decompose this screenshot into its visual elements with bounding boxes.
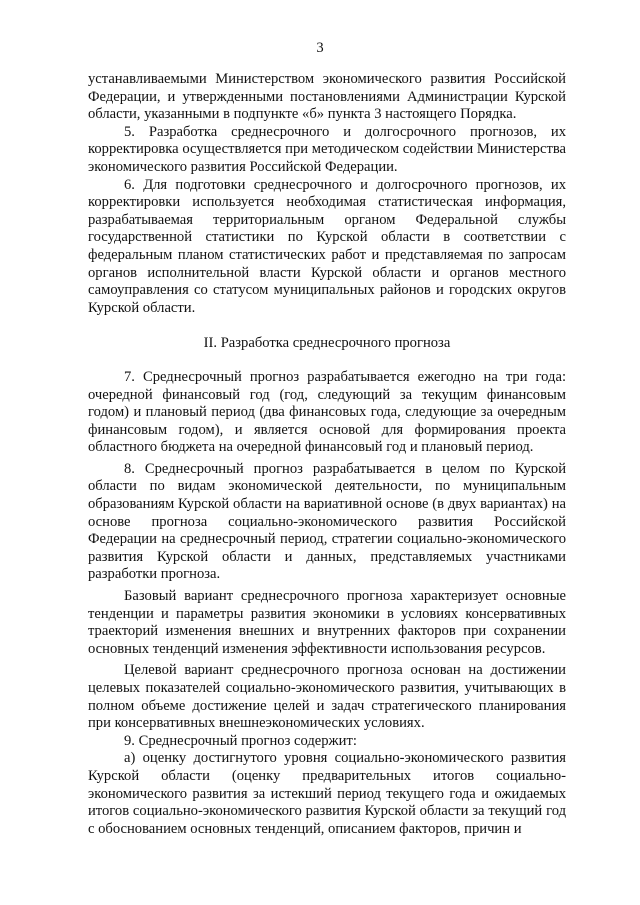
page-number: 3 bbox=[316, 40, 324, 56]
paragraph: 7. Среднесрочный прогноз разрабатывается ежегодно на три года: очередной финансовый год (год, следующий за текущим финансовым годом) и плановый период (два финансовых года, следующие за очередным финансовым годом), и является основой для формирования проекта областного бюджета на очередной финансовый год и плановый период. bbox=[88, 368, 566, 456]
paragraph: а) оценку достигнутого уровня социально-экономического развития Курской области (оценку предварительных итогов социально-экономического развития за истекший период текущего года и ожидаемых итогов социально-экономического развития Курской области за текущий год с обоснованием основных тенденций, описанием факторов, причин и bbox=[88, 750, 566, 837]
document-body bbox=[88, 71, 566, 838]
paragraph: устанавливаемыми Министерством экономического развития Российской Федерации, и утвержденными постановлениями Администрации Курской области, указанными в подпункте «б» пункта 3 настоящего Порядка. bbox=[88, 71, 566, 123]
paragraph: 6. Для подготовки среднесрочного и долгосрочного прогнозов, их корректировки используется необходимая статистическая информация, разрабатываемая территориальным органом Федеральной службы государственной статистики по Курской области в соответствии с федеральным планом статистических работ и представляемая по запросам органов исполнительной власти Курской области и органов местного самоуправления со статусом муниципальных районов и городских округов Курской области. bbox=[88, 176, 566, 316]
paragraph: 9. Среднесрочный прогноз содержит: bbox=[124, 732, 357, 749]
section-heading: II. Разработка среднесрочного прогноза bbox=[203, 335, 451, 352]
paragraph: Базовый вариант среднесрочного прогноза характеризует основные тенденции и параметры развития экономики в условиях консервативных траекторий изменения внешних и внутренних факторов при сохранении основных тенденций изменения эффективности использования ресурсов. bbox=[88, 588, 566, 657]
paragraph: 5. Разработка среднесрочного и долгосрочного прогнозов, их корректировка осуществляется при методическом содействии Министерства экономического развития Российской Федерации. bbox=[88, 123, 566, 175]
paragraph: 8. Среднесрочный прогноз разрабатывается в целом по Курской области по видам экономической деятельности, по муниципальным образованиям Курской области на вариативной основе (в двух вариантах) на основе прогноза социально-экономического развития Российской Федерации на среднесрочный период, стратегии социально-экономического развития Курской области и данных, представляемых участниками разработки прогноза. bbox=[88, 460, 566, 583]
paragraph: Целевой вариант среднесрочного прогноза основан на достижении целевых показателей социально-экономического развития, учитывающих в полном объеме достижение целей и задач стратегического планирования при консервативных внешнеэкономических условиях. bbox=[88, 662, 566, 732]
